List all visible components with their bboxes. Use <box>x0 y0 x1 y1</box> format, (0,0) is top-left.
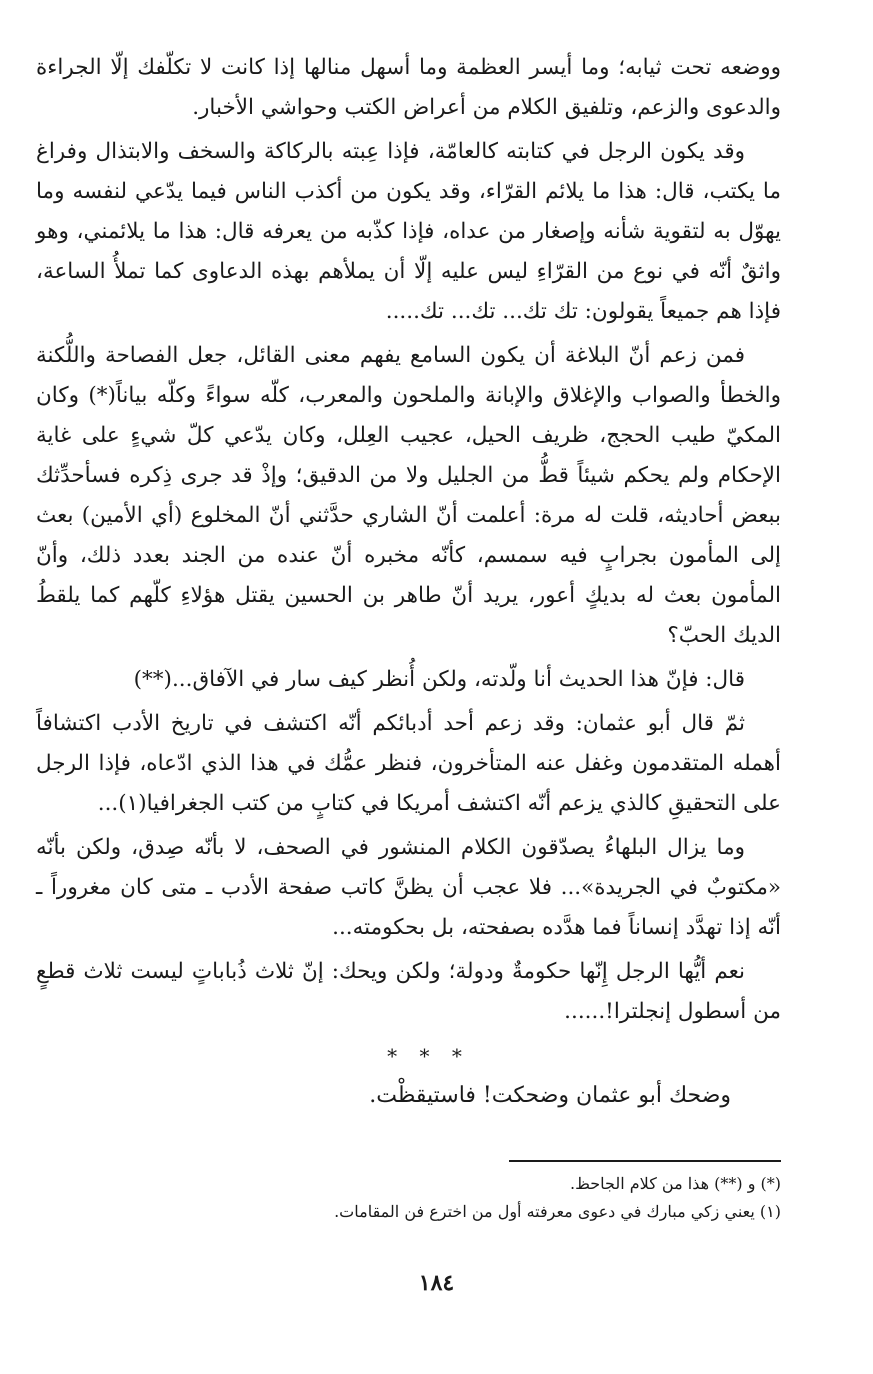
page-number: ١٨٤ <box>418 1270 455 1296</box>
closing-line: وضحك أبو عثمان وضحكت! فاستيقظْت. <box>369 1083 731 1108</box>
page-body <box>36 48 781 1118</box>
section-separator: * * * <box>387 1044 470 1068</box>
footnote: (*) و (**) هذا من كلام الجاحظ. <box>570 1174 781 1193</box>
footnote: (١) يعني زكي مبارك في دعوى معرفته أول من اخترع فن المقامات. <box>334 1202 781 1221</box>
paragraph: فمن زعم أنّ البلاغة أن يكون السامع يفهم معنى القائل، جعل الفصاحة واللُّكنة والخطأ والصواب والإغلاق والإبانة والملحون والمعرب، كلّه سواءً وكلّه بياناً(*) وكان المكيّ طيب الحجج، ظريف الحيل، عجيب العِلل، وكان يدّعي كلّ شيءٍ على غاية الإحكام ولم يحكم شيئاً قطُّ من الجليل ولا من الدقيق؛ وإذْ قد جرى ذِكره فسأحدِّثك ببعض أحاديثه، قلت له مرة: أعلمت أنّ الشاري حدَّثني أنّ المخلوع (أي الأمين) بعث إلى المأمون بجرابٍ فيه سمسم، كأنّه مخبره أنّ عنده من الجند بعدد ذلك، وأنّ المأمون بعث له بديكٍ أعور، يريد أنّ طاهر بن الحسين يقتل هؤلاءِ كلّهم كما يلقطُ الديك الحبّ؟ <box>36 343 781 648</box>
paragraph: ووضعه تحت ثيابه؛ وما أيسر العظمة وما أسهل منالها إذا كانت لا تكلّفك إلّا الجراءة والدعوى والزعم، وتلفيق الكلام من أعراض الكتب وحواشي الأخبار. <box>36 55 781 120</box>
footnote-rule <box>509 1160 781 1162</box>
footnotes <box>81 1170 781 1226</box>
paragraph: ثمّ قال أبو عثمان: وقد زعم أحد أدبائكم أنّه اكتشف في تاريخ الأدب اكتشافاً أهمله المتقدمون وغفل عنه المتأخرون، فنظر عمُّك في هذا الذي ادّعاه، فإذا الرجل على التحقيقِ كالذي يزعم أنّه اكتشف أمريكا في كتابٍ من كتب الجغرافيا(١)... <box>36 711 781 816</box>
paragraph: نعم أيُّها الرجل إِنّها حكومةٌ ودولة؛ ولكن ويحك: إنّ ثلاث ذُباباتٍ ليست ثلاث قطعٍ من أسطول إنجلترا!...... <box>36 959 781 1024</box>
paragraph: وما يزال البلهاءُ يصدّقون الكلام المنشور في الصحف، لا بأنّه صِدق، ولكن بأنّه «مكتوبٌ في الجريدة»... فلا عجب أن يظنَّ كاتب صفحة الأدب ـ متى كان مغروراً ـ أنّه إذا تهدَّد إنساناً فما هدَّده بصفحته، بل بحكومته... <box>36 835 781 940</box>
paragraph: قال: فإنّ هذا الحديث أنا ولّدته، ولكن أُنظر كيف سار في الآفاق...(**) <box>133 667 745 692</box>
paragraph: وقد يكون الرجل في كتابته كالعامّة، فإذا عِبته بالركاكة والسخف والابتذال وفراغ ما يكتب، قال: هذا ما يلائم القرّاء، وقد يكون من أكذب الناس فيما يدّعي لنفسه وما يهوّل به لتقوية شأنه وإصغار من عداه، فإذا كذّبه من يعرفه قال: هذا ما يلائمني، وهو واثقٌ أنّه في نوع من القرّاءِ ليس عليه إلّا أن يملأهم بهذه الدعاوى كما تملأُ الساعة، فإذا هم جميعاً يقولون: تك تك... تك... تك..... <box>36 139 781 324</box>
